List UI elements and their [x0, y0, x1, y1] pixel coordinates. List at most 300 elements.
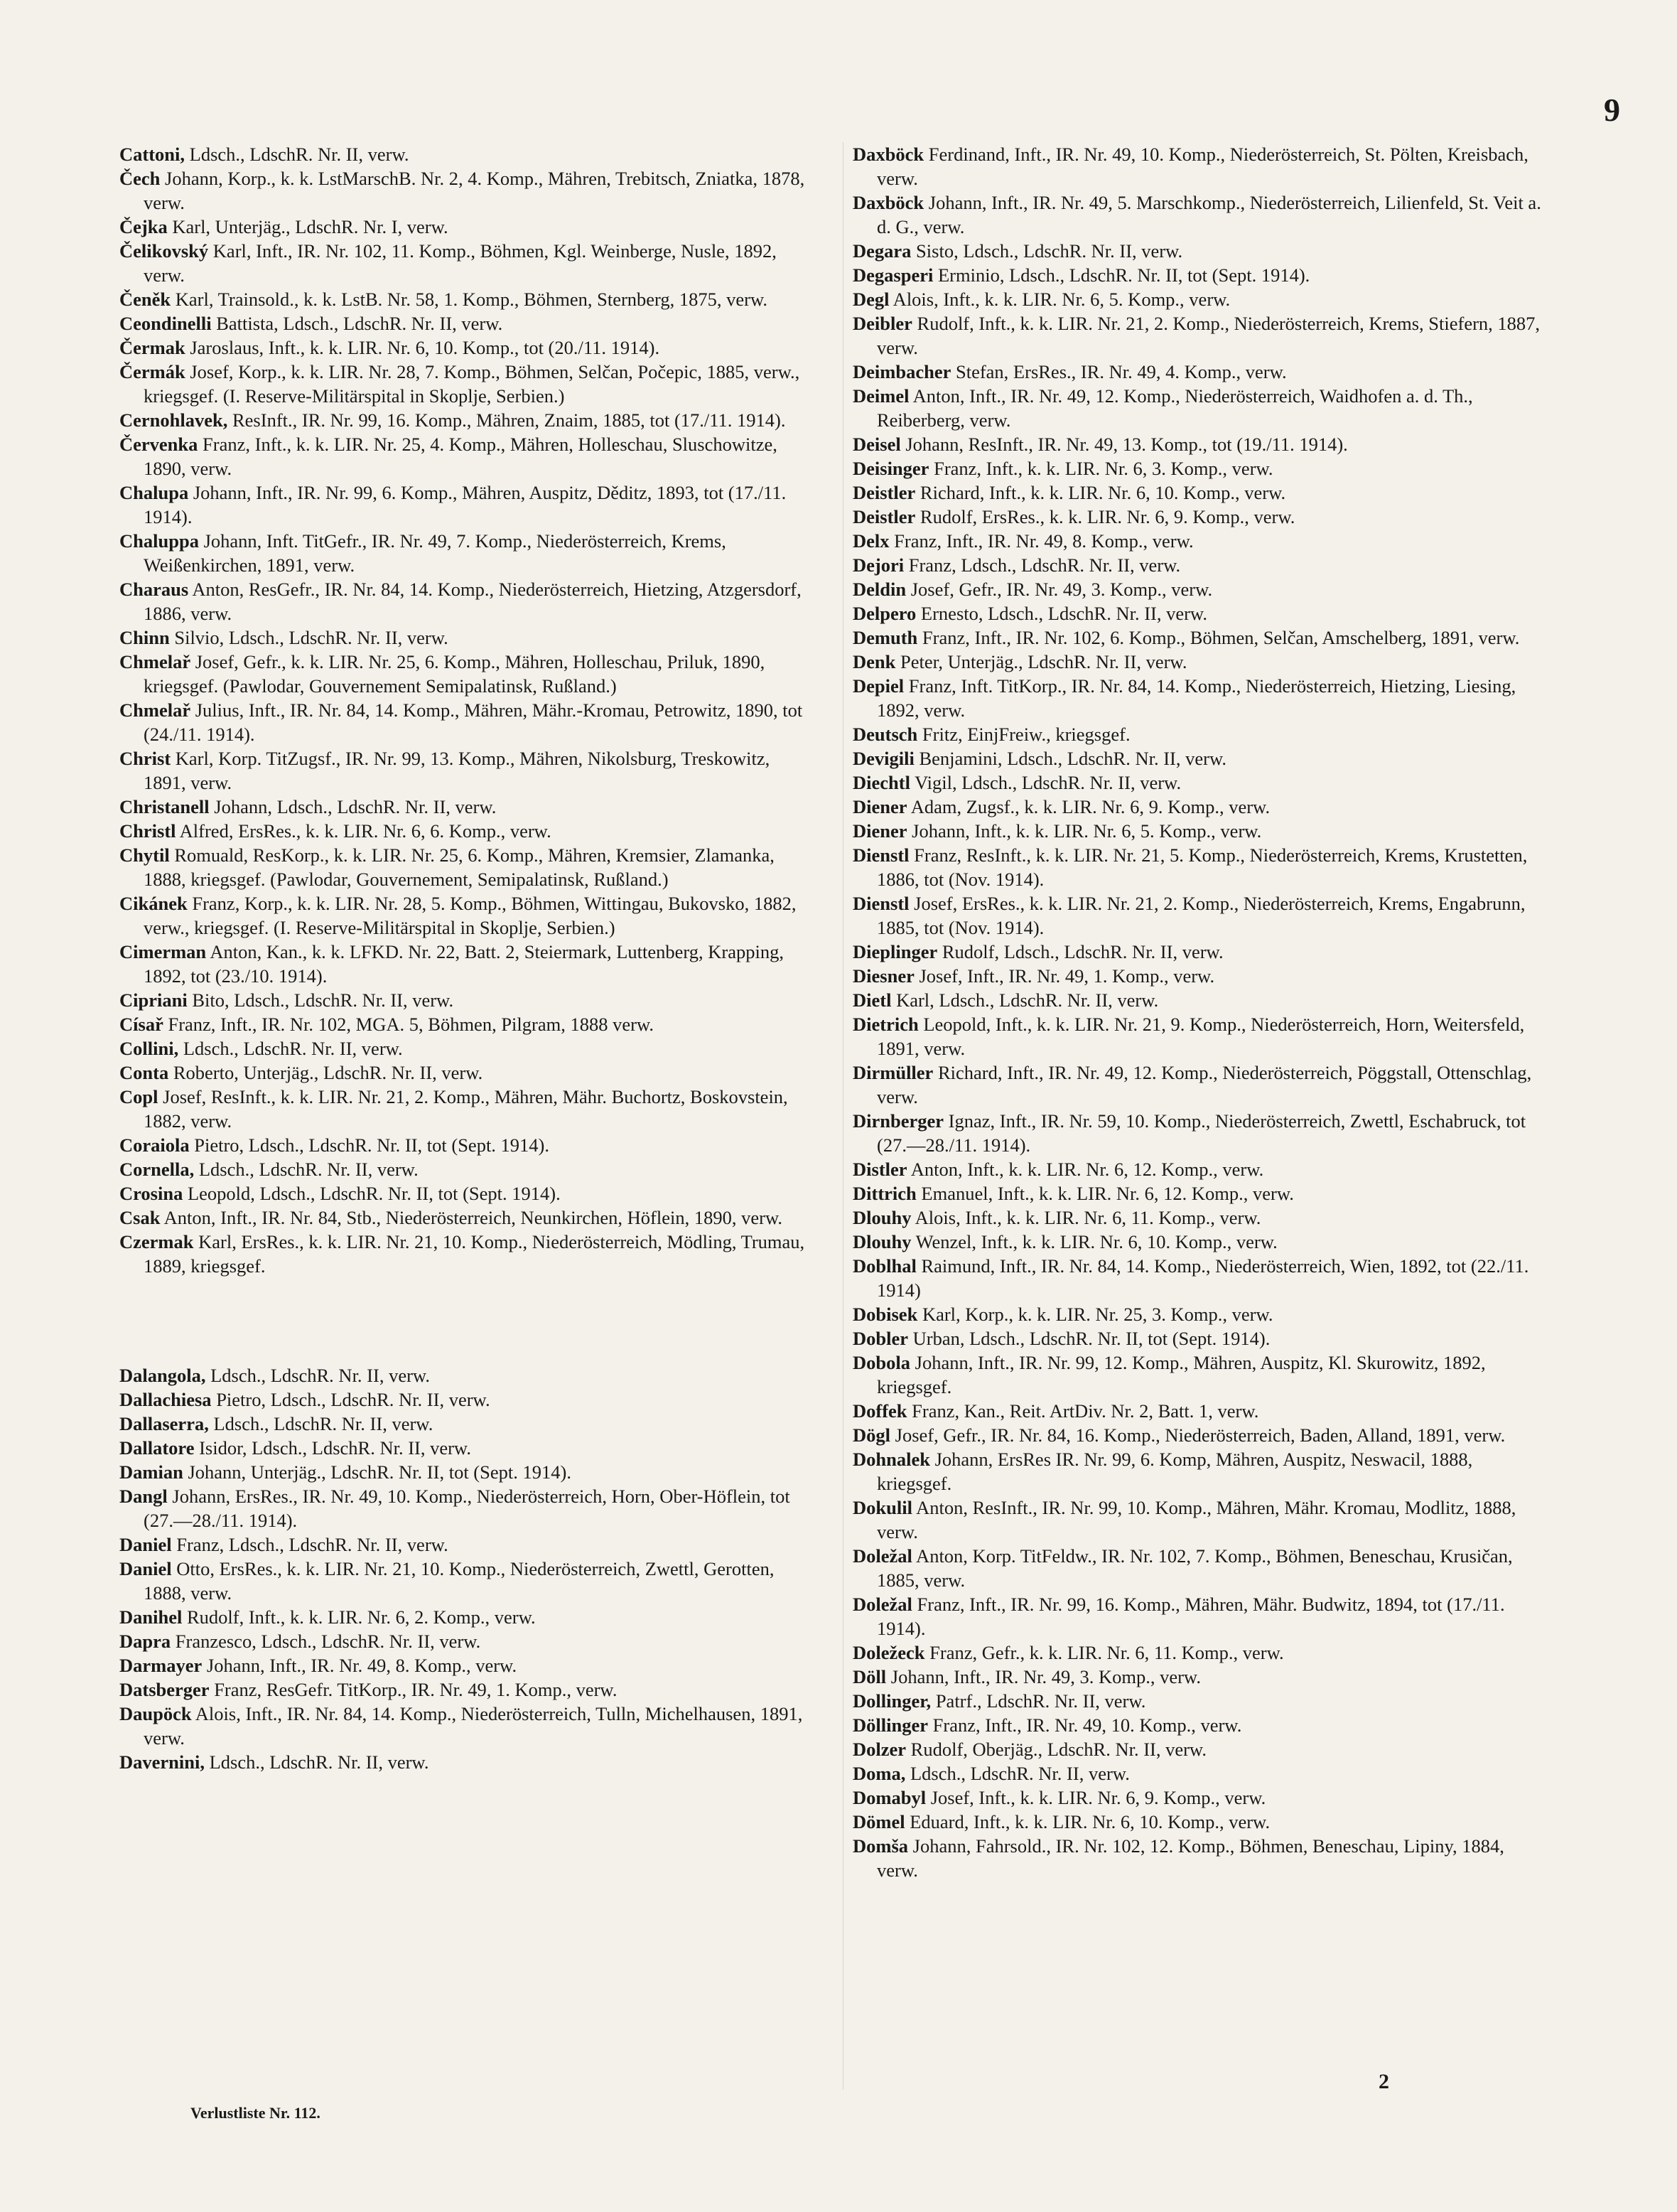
entry-details: Johann, ErsRes., IR. Nr. 49, 10. Komp., Niederösterreich, Horn, Ober-Höflein, tot (27.—28./11. 1914).	[144, 1486, 790, 1531]
entry-details: Johann, Inft., IR. Nr. 49, 8. Komp., verw.	[202, 1655, 517, 1676]
entry-details: Silvio, Ldsch., LdschR. Nr. II, verw.	[169, 627, 448, 648]
entry-details: Franz, Korp., k. k. LIR. Nr. 28, 5. Komp., Böhmen, Wittingau, Bukovsko, 1882, verw., kriegsgef. (I. Reserve-Militärspital in Skoplje, Serbien.)	[144, 893, 797, 938]
entries-d	[119, 1363, 809, 1774]
list-entry	[853, 1641, 1542, 1665]
list-entry	[119, 1206, 809, 1230]
entry-details: Johann, Unterjäg., LdschR. Nr. II, tot (Sept. 1914).	[183, 1461, 571, 1483]
entry-details: Anton, Inft., IR. Nr. 49, 12. Komp., Niederösterreich, Waidhofen a. d. Th., Reiberberg, verw.	[877, 385, 1473, 431]
entry-surname: Chinn	[119, 627, 170, 648]
list-entry	[119, 1012, 809, 1036]
section-gap	[119, 1278, 809, 1363]
entry-surname: Delpero	[853, 603, 917, 624]
entry-details: Johann, Fahrsold., IR. Nr. 102, 12. Komp., Böhmen, Beneschau, Lipiny, 1884, verw.	[877, 1835, 1504, 1881]
left-column	[119, 142, 809, 1774]
entries-c	[119, 142, 809, 1278]
entry-details: Isidor, Ldsch., LdschR. Nr. II, verw.	[194, 1437, 471, 1459]
entry-surname: Dlouhy	[853, 1231, 912, 1252]
entry-details: Franz, Inft., IR. Nr. 102, 6. Komp., Böhmen, Selčan, Amschelberg, 1891, verw.	[917, 627, 1520, 648]
list-entry	[853, 577, 1542, 601]
entry-details: Leopold, Ldsch., LdschR. Nr. II, tot (Sept. 1914).	[183, 1183, 561, 1204]
entry-surname: Döllinger	[853, 1714, 928, 1736]
entry-details: Eduard, Inft., k. k. LIR. Nr. 6, 10. Komp., verw.	[905, 1811, 1271, 1832]
entry-details: Patrf., LdschR. Nr. II, verw.	[931, 1690, 1146, 1712]
entry-details: Wenzel, Inft., k. k. LIR. Nr. 6, 10. Komp., verw.	[911, 1231, 1278, 1252]
list-entry	[853, 795, 1542, 819]
list-entry	[853, 1713, 1542, 1737]
entry-details: Alois, Inft., IR. Nr. 84, 14. Komp., Niederösterreich, Tulln, Michelhausen, 1891, verw.	[144, 1703, 803, 1749]
list-entry	[119, 1412, 809, 1436]
entry-surname: Dolzer	[853, 1739, 907, 1760]
list-entry	[853, 1109, 1542, 1157]
list-entry	[853, 1254, 1542, 1302]
list-entry	[119, 287, 809, 311]
entry-surname: Doležeck	[853, 1642, 925, 1663]
entry-details: Josef, ErsRes., k. k. LIR. Nr. 21, 2. Komp., Niederösterreich, Krems, Engabrunn, 1885, tot (Nov. 1914).	[877, 893, 1526, 938]
entry-details: Ldsch., LdschR. Nr. II, verw.	[905, 1763, 1130, 1784]
list-entry	[119, 215, 809, 239]
entry-surname: Deimel	[853, 385, 910, 407]
entry-surname: Devigili	[853, 748, 915, 769]
list-entry	[853, 746, 1542, 771]
entry-details: Karl, Unterjäg., LdschR. Nr. I, verw.	[167, 216, 448, 237]
list-entry	[119, 891, 809, 940]
entry-surname: Dokulil	[853, 1497, 912, 1518]
entry-details: Franz, Inft., k. k. LIR. Nr. 25, 4. Komp., Mähren, Holleschau, Sluschowitze, 1890, verw.	[144, 434, 777, 479]
list-entry	[853, 891, 1542, 940]
entry-details: Franz, Ldsch., LdschR. Nr. II, verw.	[904, 554, 1181, 576]
list-entry	[853, 650, 1542, 674]
list-entry	[853, 1834, 1542, 1882]
entry-surname: Doffek	[853, 1400, 907, 1422]
entry-details: Ldsch., LdschR. Nr. II, verw.	[185, 144, 409, 165]
entry-surname: Daniel	[119, 1534, 172, 1555]
list-entry	[119, 819, 809, 843]
entry-surname: Dietrich	[853, 1014, 919, 1035]
entry-surname: Daxböck	[853, 192, 924, 213]
list-entry	[119, 142, 809, 166]
entry-details: Franz, Inft., IR. Nr. 102, MGA. 5, Böhmen, Pilgram, 1888 verw.	[163, 1014, 654, 1035]
entry-details: Erminio, Ldsch., LdschR. Nr. II, tot (Sept. 1914).	[933, 264, 1310, 286]
entry-surname: Cipriani	[119, 989, 188, 1011]
entry-details: Ldsch., LdschR. Nr. II, verw.	[205, 1365, 430, 1386]
entry-details: Karl, Ldsch., LdschR. Nr. II, verw.	[891, 989, 1159, 1011]
entry-details: Adam, Zugsf., k. k. LIR. Nr. 6, 9. Komp., verw.	[907, 796, 1271, 817]
page-number: 9	[1604, 92, 1620, 128]
entry-surname: Christ	[119, 748, 171, 769]
list-entry	[119, 1557, 809, 1605]
entry-details: Alfred, ErsRes., k. k. LIR. Nr. 6, 6. Komp., verw.	[176, 820, 551, 842]
entry-surname: Demuth	[853, 627, 918, 648]
entry-details: Emanuel, Inft., k. k. LIR. Nr. 6, 12. Komp., verw.	[916, 1183, 1294, 1204]
entry-surname: Collini,	[119, 1038, 179, 1059]
list-entry	[853, 1206, 1542, 1230]
entry-surname: Dietl	[853, 989, 892, 1011]
list-entry	[853, 626, 1542, 650]
entry-surname: Datsberger	[119, 1679, 210, 1700]
entry-surname: Döll	[853, 1666, 887, 1687]
list-entry	[119, 335, 809, 360]
list-entry	[119, 1363, 809, 1387]
list-entry	[853, 529, 1542, 553]
entry-surname: Dittrich	[853, 1183, 917, 1204]
entry-details: Josef, ResInft., k. k. LIR. Nr. 21, 2. Komp., Mähren, Mähr. Buchortz, Boskovstein, 1882, verw.	[144, 1086, 788, 1132]
entry-surname: Czermak	[119, 1231, 194, 1252]
list-entry	[119, 650, 809, 698]
entry-surname: Doležal	[853, 1594, 912, 1615]
entry-surname: Delx	[853, 530, 890, 552]
list-entry	[853, 1447, 1542, 1496]
entry-surname: Ceondinelli	[119, 313, 212, 334]
entry-surname: Crosina	[119, 1183, 183, 1204]
entry-details: Urban, Ldsch., LdschR. Nr. II, tot (Sept. 1914).	[908, 1328, 1271, 1349]
footer-list-number: Verlustliste Nr. 112.	[190, 2104, 320, 2122]
entry-details: Johann, ResInft., IR. Nr. 49, 13. Komp., tot (19./11. 1914).	[900, 434, 1348, 455]
entry-details: Franz, ResInft., k. k. LIR. Nr. 21, 5. Komp., Niederösterreich, Krems, Krustetten, 1886, tot (Nov. 1914).	[877, 844, 1528, 890]
list-entry	[853, 1012, 1542, 1061]
entry-surname: Daniel	[119, 1558, 172, 1579]
list-entry	[853, 1181, 1542, 1206]
right-column	[853, 142, 1542, 1882]
entry-surname: Cernohlavek,	[119, 409, 228, 431]
entry-details: Stefan, ErsRes., IR. Nr. 49, 4. Komp., verw.	[951, 361, 1287, 382]
list-entry	[119, 988, 809, 1012]
entry-surname: Deibler	[853, 313, 912, 334]
entry-details: Otto, ErsRes., k. k. LIR. Nr. 21, 10. Komp., Niederösterreich, Zwettl, Gerotten, 1888, verw.	[144, 1558, 775, 1604]
entry-surname: Diener	[853, 796, 907, 817]
entry-surname: Císař	[119, 1014, 163, 1035]
entry-surname: Dallatore	[119, 1437, 195, 1459]
entry-surname: Dögl	[853, 1424, 890, 1446]
list-entry	[853, 843, 1542, 891]
list-entry	[119, 1133, 809, 1157]
entry-surname: Červenka	[119, 434, 198, 455]
list-entry	[119, 432, 809, 480]
list-entry	[853, 1761, 1542, 1786]
list-entry	[853, 456, 1542, 480]
entry-surname: Doležal	[853, 1545, 912, 1567]
list-entry	[853, 1157, 1542, 1181]
entry-details: Johann, Inft., IR. Nr. 49, 5. Marschkomp., Niederösterreich, Lilienfeld, St. Veit a. d. G., verw.	[877, 192, 1541, 237]
list-entry	[853, 360, 1542, 384]
list-entry	[853, 384, 1542, 432]
entry-surname: Davernini,	[119, 1751, 205, 1773]
entry-details: Franzesco, Ldsch., LdschR. Nr. II, verw.	[171, 1631, 481, 1652]
entry-surname: Daupöck	[119, 1703, 192, 1724]
entry-surname: Chmelař	[119, 651, 191, 672]
entry-surname: Dalangola,	[119, 1365, 206, 1386]
list-entry	[853, 1496, 1542, 1544]
entry-surname: Deldin	[853, 579, 907, 600]
entry-details: Alois, Inft., k. k. LIR. Nr. 6, 11. Komp., verw.	[911, 1207, 1261, 1228]
entry-details: Pietro, Ldsch., LdschR. Nr. II, verw.	[211, 1389, 490, 1410]
list-entry	[119, 1230, 809, 1278]
list-entry	[119, 626, 809, 650]
list-entry	[853, 940, 1542, 964]
list-entry	[853, 263, 1542, 287]
list-entry	[853, 1786, 1542, 1810]
entry-details: Johann, Ldsch., LdschR. Nr. II, verw.	[209, 796, 497, 817]
entry-surname: Cikánek	[119, 893, 188, 914]
entry-surname: Copl	[119, 1086, 158, 1107]
entry-surname: Dejori	[853, 554, 905, 576]
list-entry	[119, 480, 809, 529]
entry-details: Franz, Gefr., k. k. LIR. Nr. 6, 11. Komp., verw.	[924, 1642, 1284, 1663]
list-entry	[853, 601, 1542, 626]
list-entry	[853, 1737, 1542, 1761]
entry-surname: Chalupa	[119, 482, 189, 503]
entry-surname: Domša	[853, 1835, 909, 1857]
list-entry	[119, 1036, 809, 1061]
entry-details: Julius, Inft., IR. Nr. 84, 14. Komp., Mähren, Mähr.-Kromau, Petrowitz, 1890, tot (24./11. 1914).	[144, 699, 803, 745]
entry-details: Franz, Inft., IR. Nr. 99, 16. Komp., Mähren, Mähr. Budwitz, 1894, tot (17./11. 1914).	[877, 1594, 1505, 1639]
entry-surname: Dallachiesa	[119, 1389, 212, 1410]
entry-surname: Deistler	[853, 482, 916, 503]
entry-details: Battista, Ldsch., LdschR. Nr. II, verw.	[211, 313, 503, 334]
list-entry	[853, 722, 1542, 746]
entry-details: Pietro, Ldsch., LdschR. Nr. II, tot (Sept. 1914).	[189, 1134, 550, 1156]
entry-details: Ldsch., LdschR. Nr. II, verw.	[205, 1751, 429, 1773]
entry-surname: Diechtl	[853, 772, 910, 793]
entry-surname: Doblhal	[853, 1255, 917, 1277]
list-entry	[853, 988, 1542, 1012]
list-entry	[853, 1665, 1542, 1689]
entry-surname: Christl	[119, 820, 176, 842]
entry-details: Franz, Inft., IR. Nr. 49, 10. Komp., verw.	[928, 1714, 1242, 1736]
list-entry	[853, 1061, 1542, 1109]
list-entry	[853, 480, 1542, 505]
entry-surname: Dirnberger	[853, 1110, 944, 1132]
list-entry	[119, 1605, 809, 1629]
entry-surname: Čermák	[119, 361, 185, 382]
list-entry	[853, 432, 1542, 456]
list-entry	[119, 843, 809, 891]
entry-details: Rudolf, Oberjäg., LdschR. Nr. II, verw.	[906, 1739, 1207, 1760]
entry-details: Franz, Ldsch., LdschR. Nr. II, verw.	[171, 1534, 448, 1555]
entry-surname: Deutsch	[853, 724, 918, 745]
footer-signature-mark: 2	[1379, 2070, 1389, 2093]
entry-details: Roberto, Unterjäg., LdschR. Nr. II, verw.	[168, 1062, 483, 1083]
entry-surname: Dohnalek	[853, 1449, 930, 1470]
list-entry	[119, 166, 809, 215]
list-entry	[853, 1689, 1542, 1713]
entry-details: Jaroslaus, Inft., k. k. LIR. Nr. 6, 10. Komp., tot (20./11. 1914).	[185, 337, 660, 358]
list-entry	[853, 1810, 1542, 1834]
list-entry	[119, 1387, 809, 1412]
list-entry	[853, 1351, 1542, 1399]
list-entry	[853, 190, 1542, 239]
list-entry	[853, 964, 1542, 988]
entry-details: Franz, Inft. TitKorp., IR. Nr. 84, 14. Komp., Niederösterreich, Hietzing, Liesing, 1892, verw.	[877, 675, 1516, 721]
list-entry	[119, 311, 809, 335]
list-entry	[853, 311, 1542, 360]
entry-surname: Degara	[853, 240, 912, 262]
entry-surname: Cimerman	[119, 941, 207, 962]
entry-surname: Darmayer	[119, 1655, 203, 1676]
list-entry	[119, 1532, 809, 1557]
entry-surname: Čeněk	[119, 289, 171, 310]
entry-details: Ernesto, Ldsch., LdschR. Nr. II, verw.	[916, 603, 1207, 624]
list-entry	[853, 1423, 1542, 1447]
entry-surname: Cornella,	[119, 1159, 195, 1180]
list-entry	[119, 746, 809, 795]
list-entry	[853, 1544, 1542, 1592]
entry-details: Josef, Gefr., k. k. LIR. Nr. 25, 6. Komp., Mähren, Holleschau, Priluk, 1890, kriegsgef. (Pawlodar, Gouvernement Semipalatinsk, Rußland.)	[144, 651, 765, 697]
entry-surname: Dallaserra,	[119, 1413, 209, 1434]
entry-surname: Dienstl	[853, 844, 910, 866]
entry-details: Anton, Kan., k. k. LFKD. Nr. 22, Batt. 2, Steiermark, Luttenberg, Krapping, 1892, tot (23./10. 1914).	[144, 941, 784, 987]
entry-details: Johann, Inft., k. k. LIR. Nr. 6, 5. Komp., verw.	[907, 820, 1262, 842]
list-entry	[119, 1653, 809, 1677]
entry-surname: Cattoni,	[119, 144, 185, 165]
entry-details: Ldsch., LdschR. Nr. II, verw.	[178, 1038, 403, 1059]
entry-surname: Christanell	[119, 796, 210, 817]
entry-details: Karl, ErsRes., k. k. LIR. Nr. 21, 10. Komp., Niederösterreich, Mödling, Trumau, 1889, kriegsgef.	[144, 1231, 805, 1277]
list-entry	[119, 1750, 809, 1774]
entry-details: Fritz, EinjFreiw., kriegsgef.	[917, 724, 1131, 745]
entry-details: Franz, Inft., IR. Nr. 49, 8. Komp., verw.	[889, 530, 1194, 552]
entry-details: Karl, Korp. TitZugsf., IR. Nr. 99, 13. Komp., Mähren, Nikolsburg, Treskowitz, 1891, verw.	[144, 748, 770, 793]
entry-details: Anton, ResGefr., IR. Nr. 84, 14. Komp., Niederösterreich, Hietzing, Atzgersdorf, 1886, verw.	[144, 579, 802, 624]
entry-surname: Danihel	[119, 1606, 183, 1628]
entry-surname: Dapra	[119, 1631, 171, 1652]
entry-surname: Dollinger,	[853, 1690, 932, 1712]
entry-details: Anton, Korp. TitFeldw., IR. Nr. 102, 7. Komp., Böhmen, Beneschau, Krusičan, 1885, verw.	[877, 1545, 1513, 1591]
entry-details: Karl, Trainsold., k. k. LstB. Nr. 58, 1. Komp., Böhmen, Sternberg, 1875, verw.	[171, 289, 768, 310]
list-entry	[853, 771, 1542, 795]
entry-details: Karl, Inft., IR. Nr. 102, 11. Komp., Böhmen, Kgl. Weinberge, Nusle, 1892, verw.	[144, 240, 777, 286]
list-entry	[119, 1085, 809, 1133]
entry-surname: Domabyl	[853, 1787, 927, 1808]
list-entry	[119, 239, 809, 287]
entry-details: Ignaz, Inft., IR. Nr. 59, 10. Komp., Niederösterreich, Zwettl, Eschabruck, tot (27.—28./11. 1914).	[877, 1110, 1526, 1156]
list-entry	[119, 408, 809, 432]
entry-details: Rudolf, ErsRes., k. k. LIR. Nr. 6, 9. Komp., verw.	[915, 506, 1295, 527]
entry-details: Vigil, Ldsch., LdschR. Nr. II, verw.	[910, 772, 1182, 793]
entry-surname: Dömel	[853, 1811, 905, 1832]
entry-details: Bito, Ldsch., LdschR. Nr. II, verw.	[187, 989, 454, 1011]
entry-surname: Deisinger	[853, 458, 929, 479]
entry-details: Ferdinand, Inft., IR. Nr. 49, 10. Komp., Niederösterreich, St. Pölten, Kreisbach, verw.	[877, 144, 1528, 189]
entry-surname: Čech	[119, 168, 161, 189]
list-entry	[119, 795, 809, 819]
entry-details: Peter, Unterjäg., LdschR. Nr. II, verw.	[895, 651, 1187, 672]
entry-surname: Csak	[119, 1207, 161, 1228]
entry-details: Josef, Korp., k. k. LIR. Nr. 28, 7. Komp., Böhmen, Selčan, Počepic, 1885, verw., kriegsgef. (I. Reserve-Militärspital in Skoplje, Serbien.)	[144, 361, 800, 407]
entry-details: Josef, Gefr., IR. Nr. 49, 3. Komp., verw.	[906, 579, 1213, 600]
entry-surname: Doma,	[853, 1763, 906, 1784]
entry-surname: Degl	[853, 289, 890, 310]
entry-details: Rudolf, Inft., k. k. LIR. Nr. 21, 2. Komp., Niederösterreich, Krems, Stiefern, 1887, verw.	[877, 313, 1541, 358]
entry-surname: Čelikovský	[119, 240, 209, 262]
entry-details: Sisto, Ldsch., LdschR. Nr. II, verw.	[911, 240, 1183, 262]
entry-surname: Degasperi	[853, 264, 934, 286]
entry-details: Johann, ErsRes IR. Nr. 99, 6. Komp, Mähren, Auspitz, Neswacil, 1888, kriegsgef.	[877, 1449, 1473, 1494]
list-entry	[119, 577, 809, 626]
list-entry	[119, 940, 809, 988]
entry-surname: Denk	[853, 651, 896, 672]
entry-surname: Dienstl	[853, 893, 910, 914]
entry-details: Ldsch., LdschR. Nr. II, verw.	[194, 1159, 419, 1180]
entry-details: Anton, Inft., IR. Nr. 84, Stb., Niederösterreich, Neunkirchen, Höflein, 1890, verw.	[160, 1207, 782, 1228]
entry-surname: Dirmüller	[853, 1062, 934, 1083]
list-entry	[853, 505, 1542, 529]
entry-details: Johann, Inft., IR. Nr. 49, 3. Komp., verw.	[886, 1666, 1201, 1687]
entry-surname: Daxböck	[853, 144, 924, 165]
entry-surname: Depiel	[853, 675, 905, 697]
entry-details: Anton, Inft., k. k. LIR. Nr. 6, 12. Komp., verw.	[907, 1159, 1264, 1180]
entry-surname: Diener	[853, 820, 907, 842]
list-entry	[119, 1484, 809, 1532]
list-entry	[119, 1677, 809, 1702]
entry-details: Richard, Inft., IR. Nr. 49, 12. Komp., Niederösterreich, Pöggstall, Ottenschlag, verw.	[877, 1062, 1532, 1107]
list-entry	[119, 1181, 809, 1206]
entry-details: Josef, Inft., k. k. LIR. Nr. 6, 9. Komp., verw.	[926, 1787, 1266, 1808]
entry-surname: Deistler	[853, 506, 916, 527]
entry-surname: Dobler	[853, 1328, 909, 1349]
list-entry	[119, 698, 809, 746]
list-entry	[853, 553, 1542, 577]
entry-surname: Deisel	[853, 434, 901, 455]
list-entry	[853, 239, 1542, 263]
list-entry	[119, 1702, 809, 1750]
entry-surname: Dobola	[853, 1352, 910, 1373]
list-entry	[119, 1061, 809, 1085]
list-entry	[853, 819, 1542, 843]
entry-details: Johann, Inft. TitGefr., IR. Nr. 49, 7. Komp., Niederösterreich, Krems, Weißenkirchen, 1891, verw.	[144, 530, 726, 576]
entry-details: Ldsch., LdschR. Nr. II, verw.	[208, 1413, 433, 1434]
entry-details: Johann, Inft., IR. Nr. 99, 12. Komp., Mähren, Auspitz, Kl. Skurowitz, 1892, kriegsgef.	[877, 1352, 1486, 1397]
entry-details: ResInft., IR. Nr. 99, 16. Komp., Mähren, Znaim, 1885, tot (17./11. 1914).	[227, 409, 786, 431]
list-entry	[853, 142, 1542, 190]
list-entry	[853, 287, 1542, 311]
list-entry	[853, 1302, 1542, 1326]
list-entry	[853, 674, 1542, 722]
entry-surname: Dlouhy	[853, 1207, 912, 1228]
entry-details: Benjamini, Ldsch., LdschR. Nr. II, verw.	[914, 748, 1226, 769]
entry-surname: Distler	[853, 1159, 907, 1180]
entry-surname: Dieplinger	[853, 941, 938, 962]
entry-details: Franz, Inft., k. k. LIR. Nr. 6, 3. Komp., verw.	[929, 458, 1273, 479]
list-entry	[853, 1230, 1542, 1254]
entry-surname: Čermak	[119, 337, 185, 358]
entry-surname: Dobisek	[853, 1304, 918, 1325]
entry-details: Rudolf, Ldsch., LdschR. Nr. II, verw.	[937, 941, 1224, 962]
entry-surname: Dangl	[119, 1486, 168, 1507]
entry-details: Josef, Gefr., IR. Nr. 84, 16. Komp., Niederösterreich, Baden, Alland, 1891, verw.	[890, 1424, 1506, 1446]
list-entry	[119, 529, 809, 577]
entry-details: Karl, Korp., k. k. LIR. Nr. 25, 3. Komp., verw.	[917, 1304, 1273, 1325]
list-entry	[119, 360, 809, 408]
entry-surname: Conta	[119, 1062, 169, 1083]
entry-details: Raimund, Inft., IR. Nr. 84, 14. Komp., Niederösterreich, Wien, 1892, tot (22./11. 1914)	[877, 1255, 1529, 1301]
entry-details: Josef, Inft., IR. Nr. 49, 1. Komp., verw.	[914, 965, 1215, 987]
entry-surname: Chmelař	[119, 699, 191, 721]
entry-surname: Chytil	[119, 844, 170, 866]
list-entry	[119, 1629, 809, 1653]
entry-details: Johann, Korp., k. k. LstMarschB. Nr. 2, 4. Komp., Mähren, Trebitsch, Zniatka, 1878, verw.	[144, 168, 805, 213]
entry-details: Romuald, ResKorp., k. k. LIR. Nr. 25, 6. Komp., Mähren, Kremsier, Zlamanka, 1888, kriegsgef. (Pawlodar, Gouvernement, Semipalatinsk, Rußland.)	[144, 844, 775, 890]
entry-surname: Chaluppa	[119, 530, 199, 552]
list-entry	[853, 1399, 1542, 1423]
entry-surname: Deimbacher	[853, 361, 951, 382]
entry-details: Alois, Inft., k. k. LIR. Nr. 6, 5. Komp., verw.	[889, 289, 1231, 310]
entry-details: Franz, Kan., Reit. ArtDiv. Nr. 2, Batt. 1, verw.	[907, 1400, 1259, 1422]
entry-surname: Čejka	[119, 216, 168, 237]
list-entry	[853, 1326, 1542, 1351]
entry-details: Johann, Inft., IR. Nr. 99, 6. Komp., Mähren, Auspitz, Děditz, 1893, tot (17./11. 1914).	[144, 482, 787, 527]
list-entry	[119, 1436, 809, 1460]
entry-details: Richard, Inft., k. k. LIR. Nr. 6, 10. Komp., verw.	[915, 482, 1286, 503]
